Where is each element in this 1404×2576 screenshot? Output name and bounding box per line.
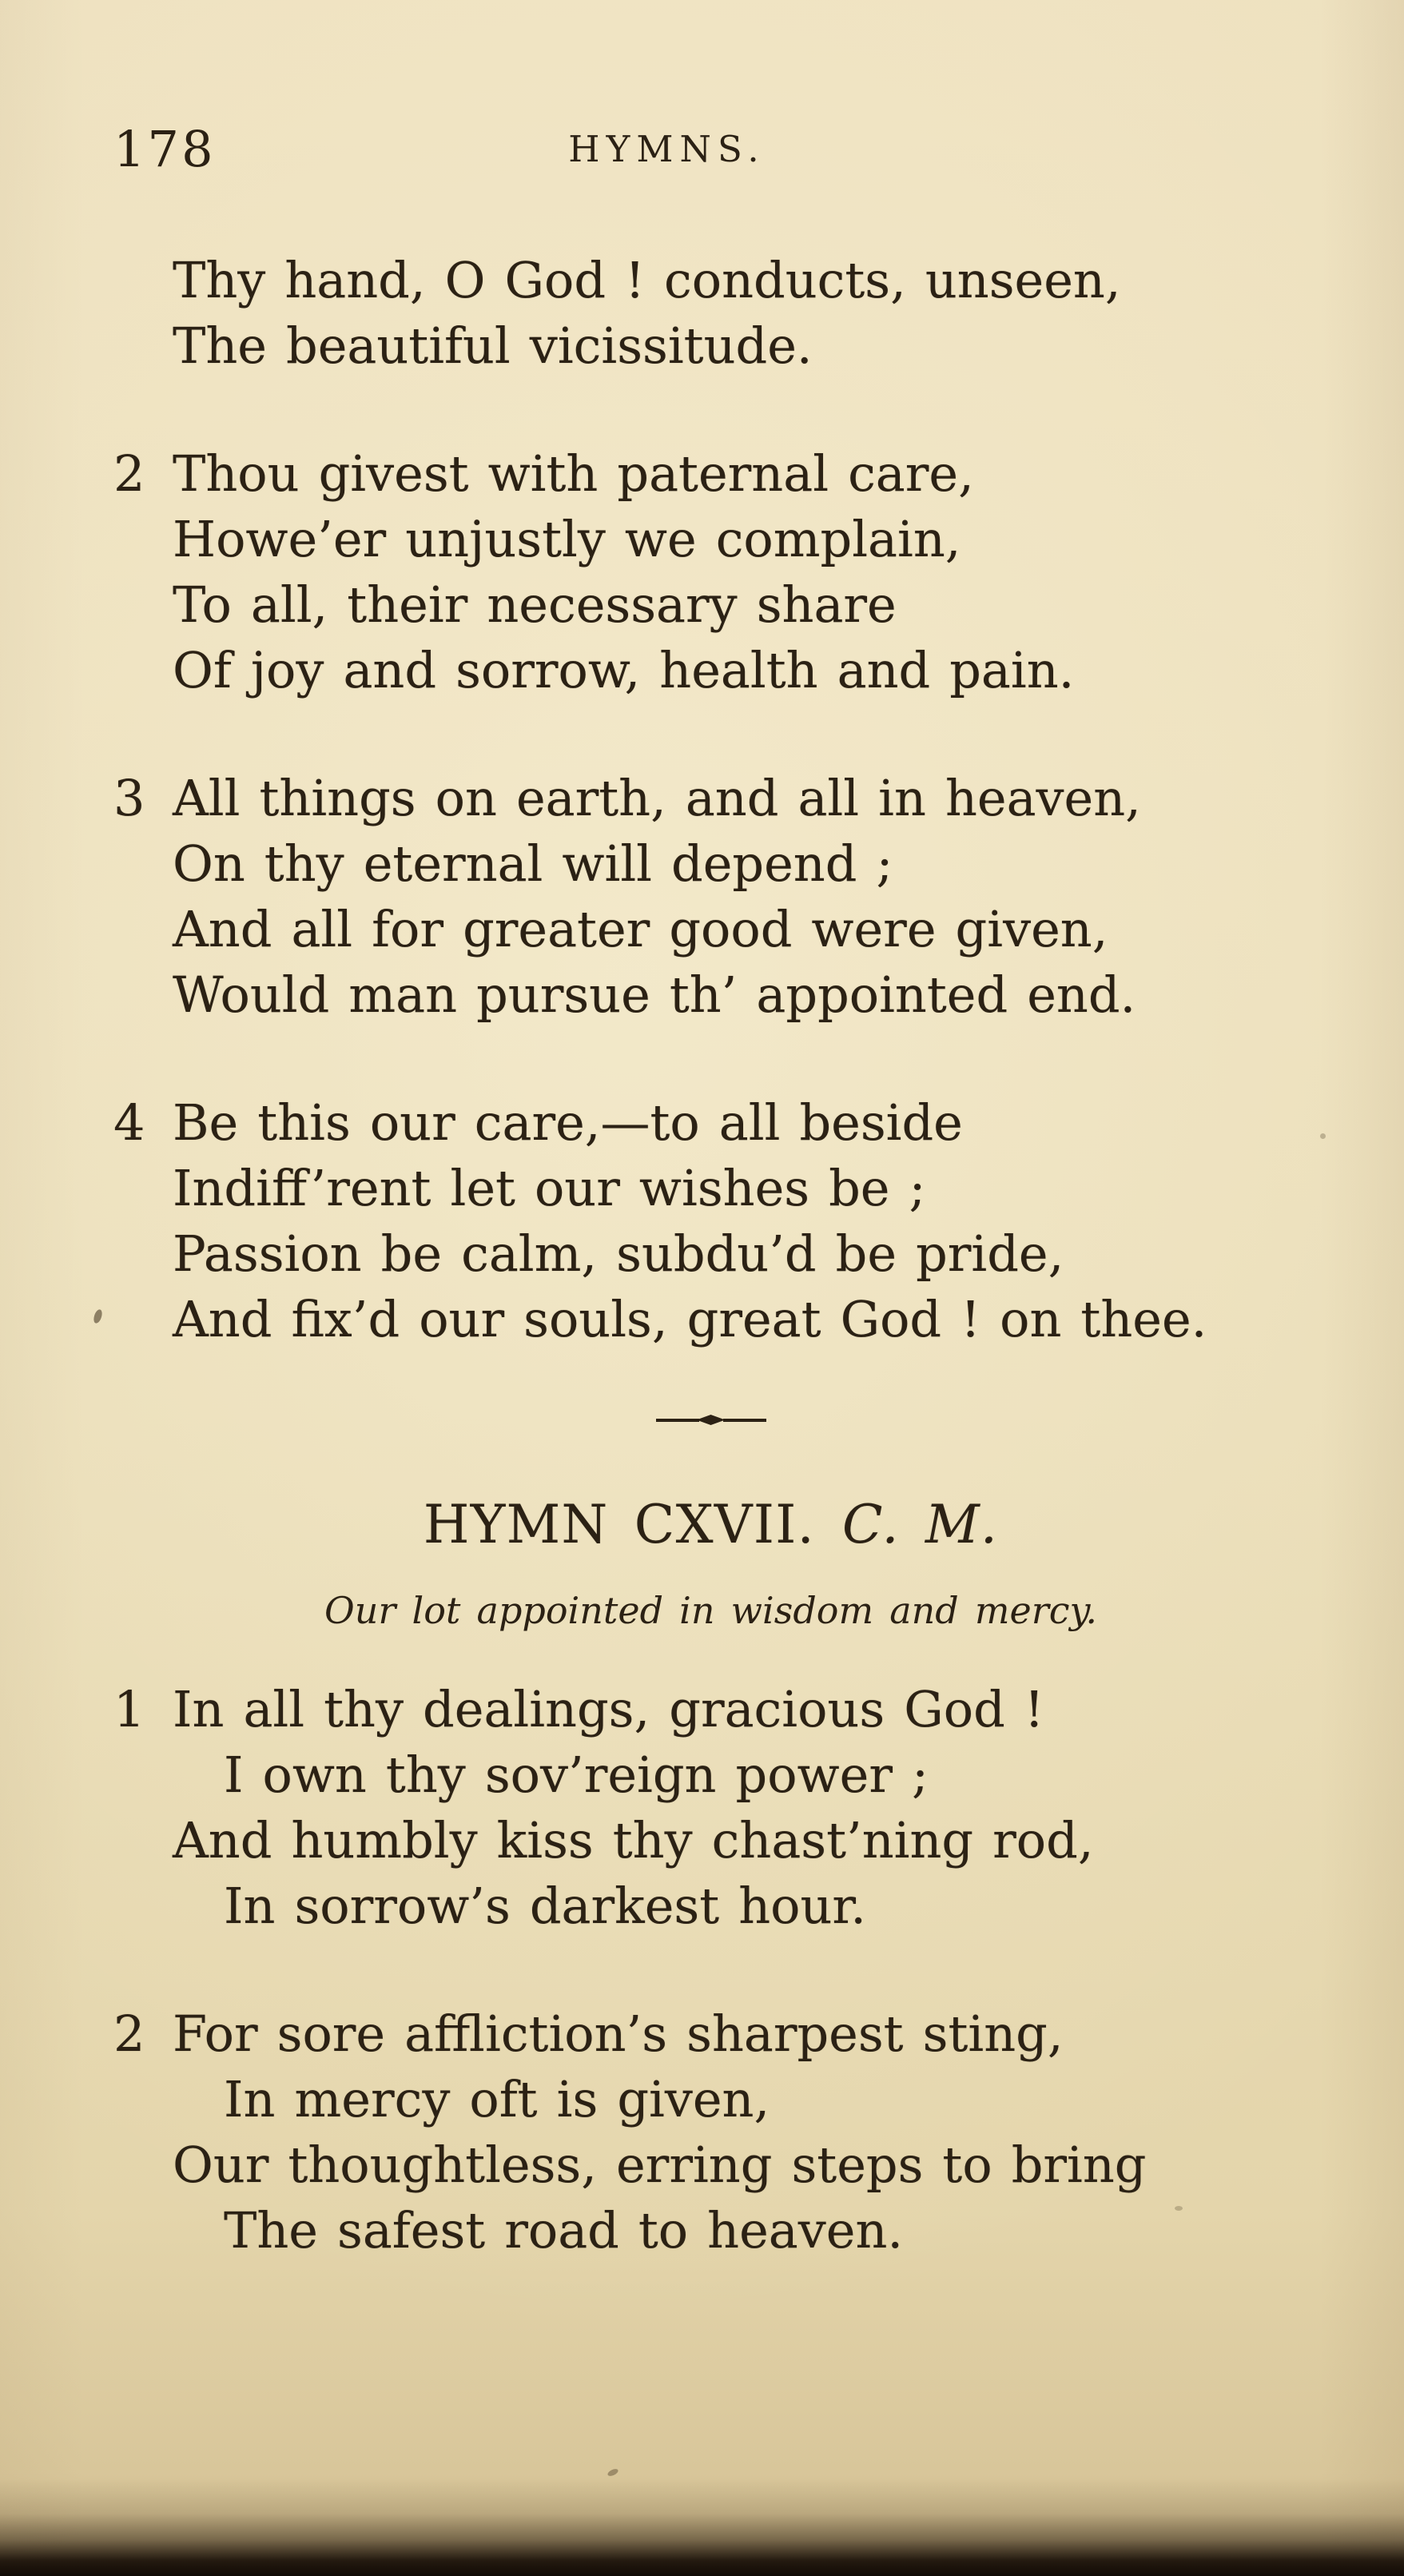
hymn-epigraph: Our lot appointed in wisdom and mercy. — [324, 1589, 1097, 1632]
hymn-heading — [113, 1494, 1308, 1555]
hymn-line: Thy hand, O God ! conducts, unseen, — [173, 251, 1121, 309]
stanza — [113, 766, 1308, 1028]
divider-rule-left — [656, 1419, 699, 1422]
running-head: HYMNS. — [568, 128, 766, 170]
hymn-line: The beautiful vicissitude. — [173, 317, 813, 375]
stanza — [113, 1677, 1308, 1939]
verse-number: 2 — [113, 2005, 145, 2063]
verse-number: 4 — [113, 1093, 145, 1152]
stanza — [113, 248, 1308, 379]
hymn-line: Our thoughtless, erring steps to bring — [173, 2136, 1147, 2194]
hymn-line: Howe’er unjustly we complain, — [173, 510, 961, 568]
hymn-line: The safest road to heaven. — [224, 2201, 904, 2259]
hymn-line: I own thy sov’reign power ; — [224, 1746, 929, 1804]
scan-speck — [607, 2467, 619, 2477]
hymn-line: Be this our care,—to all beside — [173, 1093, 963, 1152]
hymn-title: HYMN CXVII. — [423, 1494, 815, 1555]
hymn-line: And all for greater good were given, — [173, 900, 1108, 958]
hymn-line: All things on earth, and all in heaven, — [173, 769, 1141, 827]
hymn-line: In mercy oft is given, — [224, 2070, 770, 2128]
stanza — [113, 2001, 1308, 2263]
hymn-line: For sore affliction’s sharpest sting, — [173, 2005, 1064, 2063]
section-divider-ornament — [113, 1415, 1308, 1425]
hymn-line: In sorrow’s darkest hour. — [224, 1877, 866, 1935]
verse-number: 2 — [113, 444, 145, 503]
hymn-line: Would man pursue th’ appointed end. — [173, 966, 1136, 1024]
verse-number: 3 — [113, 769, 145, 827]
hymn-meter: C. M. — [841, 1494, 999, 1555]
hymn-line: Passion be calm, subdu’d be pride, — [173, 1224, 1064, 1283]
hymn-line: Of joy and sorrow, health and pain. — [173, 641, 1075, 699]
hymn-line: Indiff’rent let our wishes be ; — [173, 1159, 926, 1217]
scan-speck — [1320, 1133, 1326, 1139]
diamond-ornament-icon — [697, 1415, 726, 1425]
hymn-line: To all, their necessary share — [173, 575, 897, 634]
hymn-line: In all thy dealings, gracious God ! — [173, 1680, 1044, 1738]
verse-number: 1 — [113, 1680, 145, 1738]
page-header — [113, 120, 1308, 182]
hymn-line: And humbly kiss thy chast’ning rod, — [173, 1811, 1094, 1869]
hymn-line: And fix’d our souls, great God ! on thee. — [173, 1290, 1207, 1348]
stanza — [113, 441, 1308, 703]
scan-edge-bottom — [0, 2480, 1404, 2576]
stanza — [113, 1090, 1308, 1352]
page-number: 178 — [113, 120, 216, 178]
hymn-line: Thou givest with paternal care, — [173, 444, 974, 503]
divider-rule-right — [723, 1419, 766, 1422]
hymn-line: On thy eternal will depend ; — [173, 834, 893, 893]
scan-speck — [1175, 2206, 1183, 2211]
